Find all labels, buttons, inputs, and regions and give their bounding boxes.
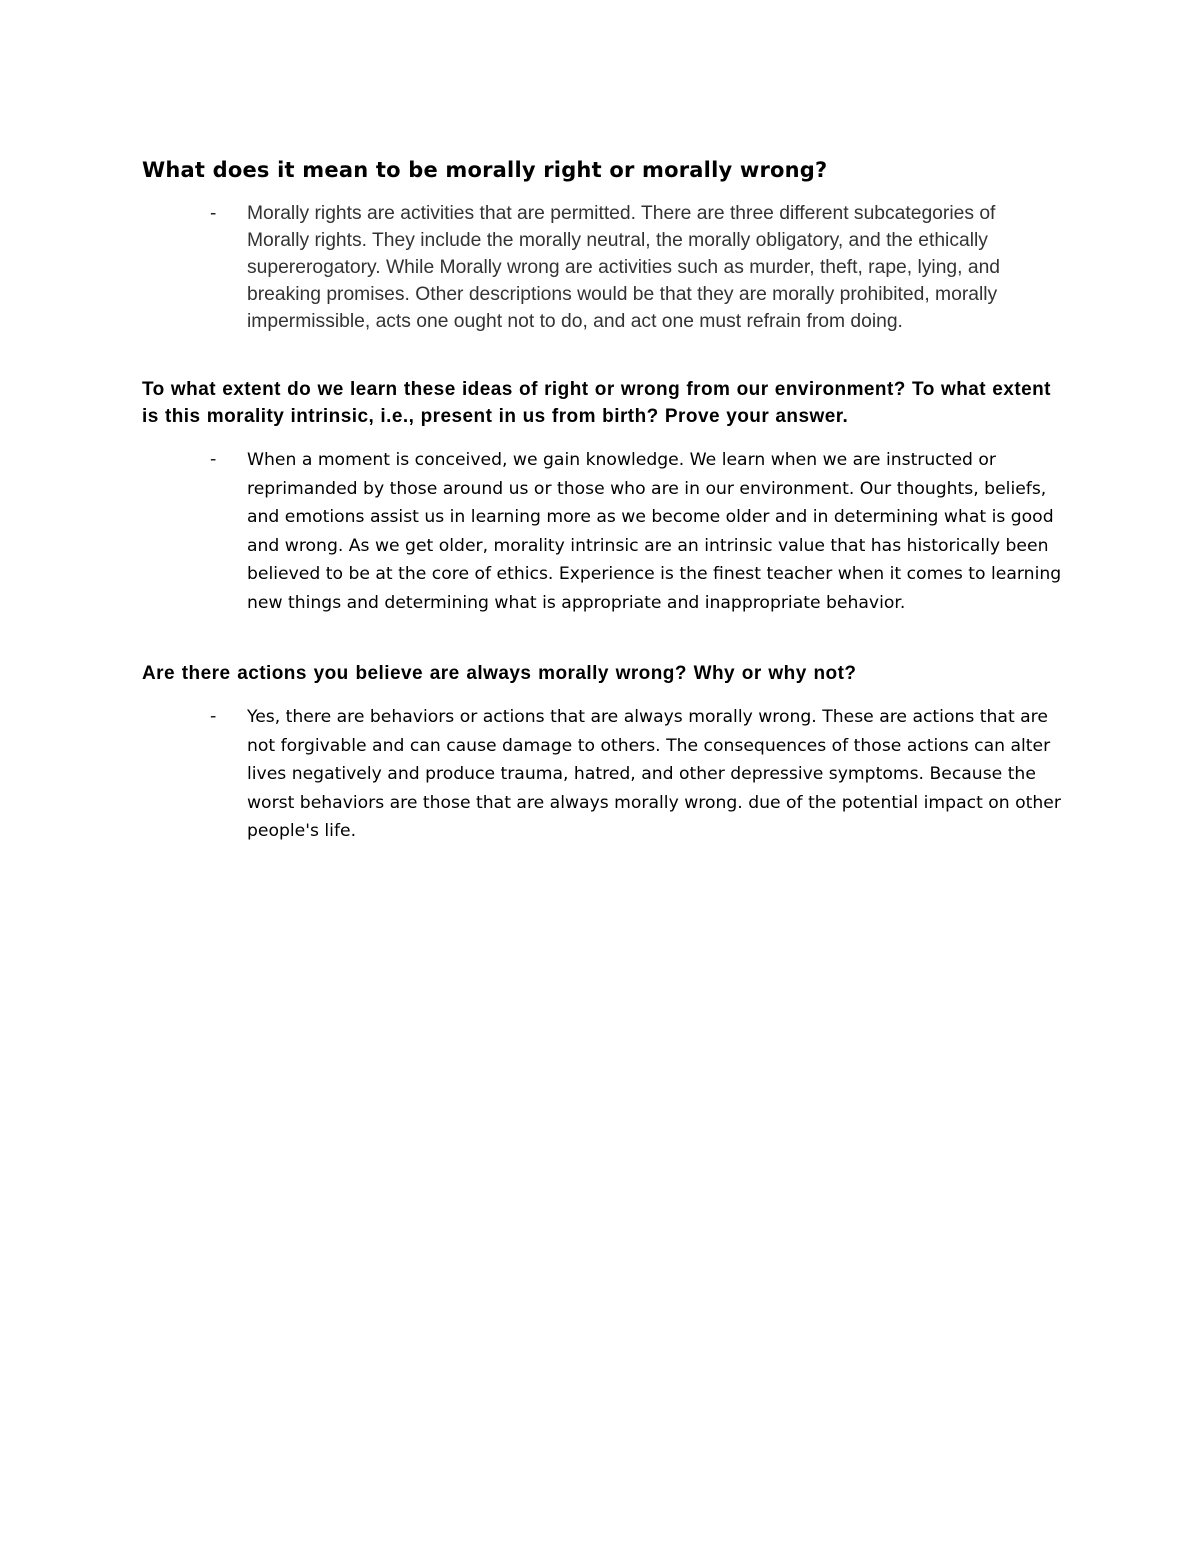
- answer-paragraph: Yes, there are behaviors or actions that are always morally wrong. These are actions that are not forgivable and can cause damage to others. The consequences of those actions can alter lives negatively and produce trauma, hatred, and other depressive symptoms. Because the worst behaviors are those that are always morally wrong. due of the potential impact on other people's life.: [247, 707, 1061, 842]
- list-bullet: -: [210, 706, 217, 727]
- list-bullet: -: [210, 449, 217, 470]
- question-heading: To what extent do we learn these ideas of right or wrong from our environment? To what extent is this morality intrinsic, i.e., present in us from birth? Prove your answer.: [142, 379, 1051, 427]
- list-bullet: -: [210, 203, 217, 224]
- question-heading: What does it mean to be morally right or morally wrong?: [142, 158, 828, 182]
- answer-paragraph: Morally rights are activities that are permitted. There are three different subcategories of Morally rights. They include the morally neutral, the morally obligatory, and the ethically supererogatory. While Morally wrong are activities such as murder, theft, rape, lying, and breaking promises. Other descriptions would be that they are morally prohibited, morally impermissible, acts one ought not to do, and act one must refrain from doing.: [247, 203, 1001, 332]
- question-heading: Are there actions you believe are always morally wrong? Why or why not?: [142, 663, 857, 684]
- answer-paragraph: When a moment is conceived, we gain knowledge. We learn when we are instructed or reprimanded by those around us or those who are in our environment. Our thoughts, beliefs, and emotions assist us in learning more as we become older and in determining what is good and wrong. As we get older, morality intrinsic are an intrinsic value that has historically been believed to be at the core of ethics. Experience is the finest teacher when it comes to learning new things and determining what is appropriate and inappropriate behavior.: [247, 450, 1062, 613]
